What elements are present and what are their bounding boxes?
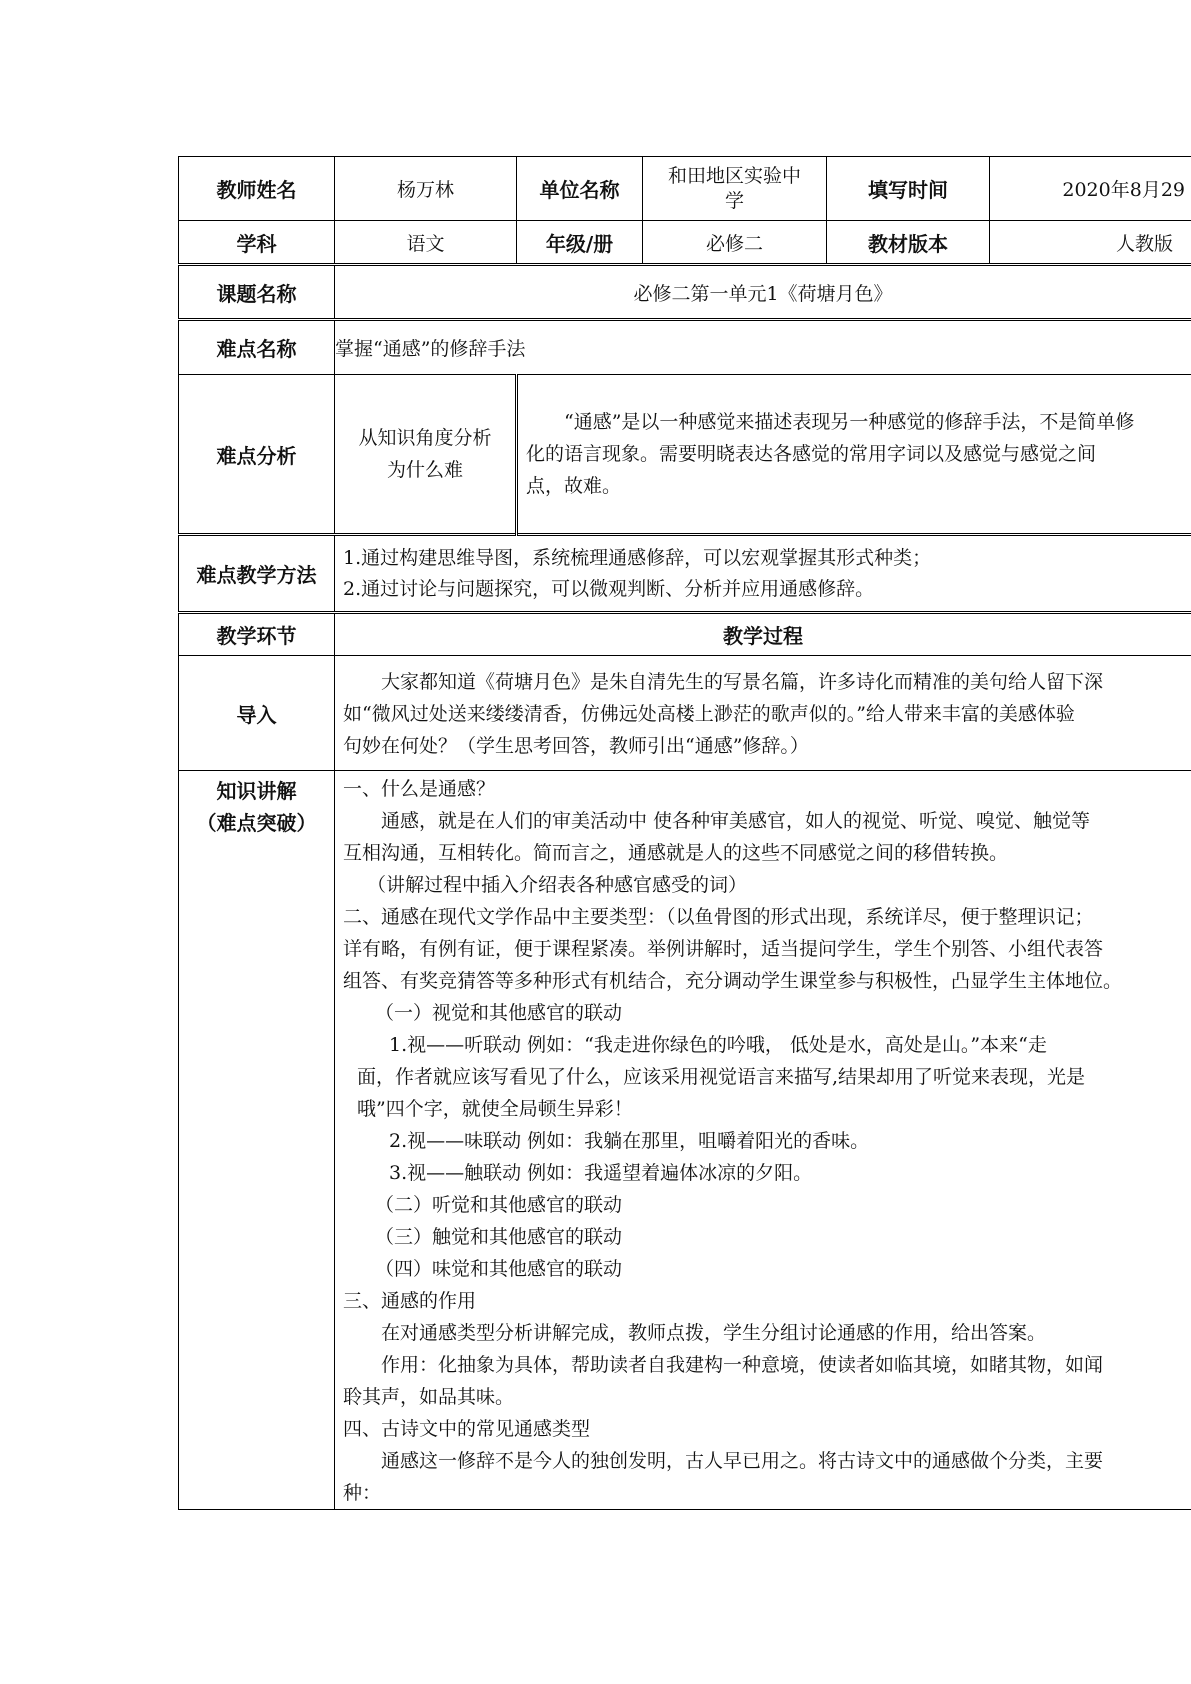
topic-value: 必修二第一单元1《荷塘月色》 <box>335 265 1191 320</box>
knowledge-line: 通感，就是在人们的审美活动中 使各种审美感官，如人的视觉、听觉、嗅觉、触觉等 <box>381 810 1091 832</box>
method-line2: 2.通过讨论与问题探究，可以微观判断、分析并应用通感修辞。 <box>343 577 875 600</box>
method-text <box>335 535 1191 613</box>
analysis-line3: 点，故难。 <box>526 475 622 497</box>
knowledge-line: （二）听觉和其他感官的联动 <box>375 1194 623 1216</box>
knowledge-line: 1.视——听联动 例如：“我走进你绿色的吟哦， 低处是水，高处是山。”本来“走 <box>389 1034 1047 1056</box>
knowledge-line: 通感这一修辞不是今人的独创发明，古人早已用之。将古诗文中的通感做个分类，主要 <box>381 1450 1104 1472</box>
intro-line2: 如“微风过处送来缕缕清香，仿佛远处高楼上渺茫的歌声似的。”给人带来丰富的美感体验 <box>343 703 1075 725</box>
topic-label: 课题名称 <box>179 265 335 320</box>
unit-value-line1: 和田地区实验中 <box>667 164 801 187</box>
topic-row <box>179 265 1191 320</box>
fill-time-value: 2020年8月29 <box>990 157 1191 221</box>
edition-value: 人教版 <box>990 221 1191 265</box>
knowledge-line: 聆其声，如品其味。 <box>343 1386 515 1408</box>
knowledge-line: 一、什么是通感？ <box>343 778 496 800</box>
process-header-row <box>179 613 1191 656</box>
unit-value-line2: 学 <box>724 189 744 212</box>
knowledge-line: 二、通感在现代文学作品中主要类型：（以鱼骨图的形式出现，系统详尽，便于整理识记； <box>343 906 1094 928</box>
knowledge-line: 在对通感类型分析讲解完成，教师点拨，学生分组讨论通感的作用，给出答案。 <box>381 1322 1047 1344</box>
knowledge-line: 哦”四个字，就使全局顿生异彩！ <box>357 1098 633 1120</box>
difficulty-analysis-sublabel <box>335 375 517 535</box>
difficulty-analysis-label: 难点分析 <box>179 375 335 535</box>
sublabel-line2: 为什么难 <box>386 459 463 481</box>
intro-text <box>335 656 1191 771</box>
knowledge-row <box>179 771 1191 1510</box>
knowledge-line: 3.视——触联动 例如：我遥望着遍体冰凉的夕阳。 <box>389 1162 813 1184</box>
knowledge-line: 2.视——味联动 例如：我躺在那里，咀嚼着阳光的香味。 <box>389 1130 870 1152</box>
knowledge-line: 三、通感的作用 <box>343 1290 477 1312</box>
knowledge-line: （一）视觉和其他感官的联动 <box>375 1002 623 1024</box>
knowledge-label-line2: （难点突破） <box>196 811 317 835</box>
knowledge-label-line1: 知识讲解 <box>216 779 297 803</box>
method-line1: 1.通过构建思维导图，系统梳理通感修辞，可以宏观掌握其形式种类； <box>343 546 932 569</box>
knowledge-line: 组答、有奖竞猜答等多种形式有机结合，充分调动学生课堂参与积极性，凸显学生主体地位。 <box>343 970 1123 992</box>
edition-label: 教材版本 <box>827 221 990 265</box>
knowledge-line: （三）触觉和其他感官的联动 <box>375 1226 623 1248</box>
teacher-name-value: 杨万林 <box>335 157 517 221</box>
intro-line3: 句妙在何处？（学生思考回答，教师引出“通感”修辞。） <box>343 735 809 757</box>
process-stage-label: 教学环节 <box>179 613 335 656</box>
difficulty-analysis-text <box>517 375 1191 535</box>
knowledge-line: 种： <box>343 1482 382 1504</box>
knowledge-line: 四、古诗文中的常见通感类型 <box>343 1418 591 1440</box>
difficulty-name-row <box>179 320 1191 375</box>
analysis-line2: 化的语言现象。需要明晓表达各感觉的常用字词以及感觉与感觉之间 <box>526 443 1097 465</box>
analysis-line1: “通感”是以一种感觉来描述表现另一种感觉的修辞手法，不是简单修 <box>564 411 1135 433</box>
knowledge-line: 作用：化抽象为具体，帮助读者自我建构一种意境，使读者如临其境，如睹其物，如闻 <box>381 1354 1104 1376</box>
subject-value: 语文 <box>335 221 517 265</box>
header-row-1 <box>179 157 1191 221</box>
knowledge-text <box>335 771 1191 1510</box>
fill-time-label: 填写时间 <box>827 157 990 221</box>
teacher-name-label: 教师姓名 <box>179 157 335 221</box>
knowledge-line: 面，作者就应该写看见了什么，应该采用视觉语言来描写,结果却用了听觉来表现，光是 <box>357 1066 1086 1088</box>
grade-label: 年级/册 <box>517 221 643 265</box>
knowledge-line: （四）味觉和其他感官的联动 <box>375 1258 623 1280</box>
knowledge-line: 互相沟通，互相转化。简而言之，通感就是人的这些不同感觉之间的移借转换。 <box>343 842 1009 864</box>
difficulty-name-value: 掌握“通感”的修辞手法 <box>335 320 1191 375</box>
sublabel-line1: 从知识角度分析 <box>358 427 492 449</box>
intro-line1: 大家都知道《荷塘月色》是朱自清先生的写景名篇，许多诗化而精准的美句给人留下深 <box>381 671 1104 693</box>
method-label: 难点教学方法 <box>179 535 335 613</box>
process-label: 教学过程 <box>335 613 1191 656</box>
intro-label: 导入 <box>179 656 335 771</box>
difficulty-name-label: 难点名称 <box>179 320 335 375</box>
unit-label: 单位名称 <box>517 157 643 221</box>
lesson-plan-table <box>178 156 1191 1510</box>
knowledge-line: 详有略，有例有证，便于课程紧凑。举例讲解时，适当提问学生，学生个别答、小组代表答 <box>343 938 1104 960</box>
knowledge-line: （讲解过程中插入介绍表各种感官感受的词） <box>367 874 748 896</box>
method-row <box>179 535 1191 613</box>
intro-row <box>179 656 1191 771</box>
difficulty-analysis-row <box>179 375 1191 535</box>
grade-value: 必修二 <box>643 221 827 265</box>
unit-value <box>643 157 827 221</box>
subject-label: 学科 <box>179 221 335 265</box>
knowledge-label <box>179 771 335 1510</box>
header-row-2 <box>179 221 1191 265</box>
